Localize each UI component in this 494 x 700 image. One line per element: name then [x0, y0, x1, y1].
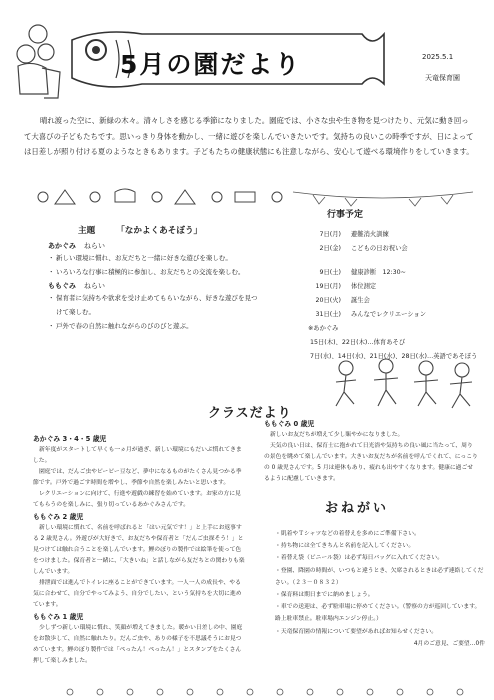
list-item: ・ 戸外で春の自然に触れながらのびのびと遊ぶ。 — [48, 319, 258, 333]
flower-border-decoration — [60, 686, 480, 698]
nursery-name: 天竜保育園 — [425, 74, 460, 82]
aims-list-momogumi — [48, 291, 258, 333]
event-row: 9日(土) 健康診断 12:30~ — [319, 269, 406, 276]
class-paragraph: 新しい環境に慣れて、名前を呼ばれると「はい元気です！」と上手にお返事する 2 歳児さん。外遊びが大好きで、お友だちや保育者と「だんご虫探そう！」と見つけては触れ合うことを楽しんでいます。鯉のぼりの製作では絵筆を使って色をつけました。保育者と一緒に、「大きいね」と話しながら友だちとの関わりも楽しんでいます。 — [33, 525, 245, 575]
events-list — [296, 228, 477, 364]
class-news-left-column — [33, 433, 245, 667]
class-heading: ももぐみ 2 歳児 — [33, 513, 84, 521]
theme-text: 「なかよくあそぼう」 — [116, 226, 203, 236]
class-paragraph: 天気の良い日は、保育士に抱かれて日光浴や気持ちの良い風に当たって、周りの景色を眺めて楽しんでいます。大きいお友だちが名前を呼んでくれて、にっこりの 0 歳児さんです。5 月は連休もあり、疲れも出やすくなります。健康に過ごせるように配慮していきます。 — [264, 443, 478, 482]
events-note-row: 7日(水)、14日(水)、21日(水)、28日(水)…英語であそぼう — [310, 353, 478, 360]
class-paragraph: 新年度がスタートして早くも一ヵ月が過ぎ、新しい環境にもだいぶ慣れてきました。 — [33, 447, 242, 464]
event-row: 20日(火) 誕生会 — [315, 297, 370, 304]
list-item: ・ いろいろな行事に積極的に参加し、お友だちとの交流を楽しむ。 — [48, 265, 258, 279]
page-title: 5月の園だより — [120, 50, 302, 79]
event-row: 2日(金) こどもの日お祝い会 — [319, 245, 408, 252]
event-row: 31日(土) みんなでレクリエーション — [315, 311, 427, 318]
class-news-title: クラスだより — [208, 406, 292, 421]
theme-label: 主題 — [78, 226, 96, 236]
group-name-momogumi: ももぐみ ねらい — [48, 282, 105, 290]
events-note-row: 15日(木)、22日(木)…体育あそび — [310, 339, 406, 346]
class-heading: ももぐみ 1 歳児 — [33, 613, 84, 621]
children-illustration — [12, 22, 67, 102]
class-heading: あかぐみ 3・4・5 歳児 — [33, 435, 107, 443]
request-item: ・肌着やＴシャツなどの着替えを多めにご準備下さい。 — [275, 531, 420, 537]
request-item: ・保育料は期日までに納めましょう。 — [275, 592, 374, 599]
events-note-label: ※あかぐみ — [308, 325, 339, 332]
event-row: 19日(月) 体位測定 — [315, 283, 377, 290]
theme-heading — [78, 224, 202, 236]
request-item: ・着替え袋（ビニール袋）は必ず毎日バッグに入れてください。 — [275, 555, 444, 562]
running-children-illustration — [326, 356, 476, 414]
request-item: ・車での送迎は、必ず駐車場に停めてください。（警察の方が巡回しています。路上駐車禁止。駐車場内エンジン停止。） — [275, 604, 481, 623]
requests-list — [275, 528, 485, 650]
event-row: 7日(月) 避難消火訓練 — [319, 231, 389, 238]
class-paragraph: レクリエーションに向けて、行進や遊戯の練習を始めています。お家の方に見てもらうのを楽しみに、張り切っているあかぐみさんです。 — [33, 491, 241, 508]
intro-paragraph: 晴れ渡った空に、新緑の木々。清々しさを感じる季節になりました。園庭では、小さな虫や生き物を見つけたり、元気に動き回って大喜びの子どもたちです。思いっきり身体を動かし、一緒に遊びを楽しんでいきたいです。気持ちの良いこの時季ですが、日によっては日差しが照り付ける夏のようなときもあります。子どもたちの健康状態にも注意しながら、安心して遊べる環境作りをしていきます。 — [24, 116, 474, 156]
list-item: ・ 新しい環境に慣れ、お友だちと一緒に好きな遊びを楽しむ。 — [48, 251, 258, 265]
class-paragraph: 新しいお友だちが増えて少し賑やかになりました。 — [270, 432, 404, 438]
class-paragraph: 園庭では、だんご虫やピーピー豆など、夢中になるものがたくさん見つかる季節です。戸外で過ごす時間を増やし、季節や自然を楽しみたいと思います。 — [33, 469, 242, 486]
group-name-akagumi: あかぐみ ねらい — [48, 242, 105, 250]
decoration-row — [35, 188, 285, 206]
request-item: ・天竜保育園の情報について要望があればお知らせください。 — [275, 628, 438, 635]
class-paragraph: 排泄面では進んでトイレに座ることができています。一人一人の成長や、やる気に合わせて、自分でやってみよう、自分でしたい、という気持ちを大切に進めています。 — [33, 580, 242, 608]
class-heading: ももぐみ 0 歳児 — [264, 420, 315, 428]
class-paragraph: 少しずつ新しい環境に慣れ、笑顔が増えてきました。暖かい日差しの中、園庭をお散歩して、自然に触れたり。だんご虫や、ありの様子を不思議そうにお見つめています。鯉のぼり製作では「ぺったん！ぺったん！」とスタンプをたくさん押して楽しみました。 — [33, 625, 243, 664]
events-title: 行事予定 — [327, 210, 364, 220]
aims-section — [48, 241, 258, 333]
event-row — [296, 256, 477, 266]
list-item: ・ 保育者に気持ちや欲求を受け止めてもらいながら、好きな遊びを見つけて楽しむ。 — [48, 291, 258, 319]
class-news-right-column — [264, 418, 478, 485]
bunting-decoration — [293, 190, 473, 206]
request-item: ・登園、降園の時間が、いつもと違うとき、欠席されるときは必ず連絡してください。（２３－０８３２） — [275, 567, 484, 586]
aims-list-akagumi — [48, 251, 258, 279]
requests-summary: 4月のご意見、ご要望…0件 — [413, 640, 485, 647]
request-item: ・持ち物には全てきちんと名前を記入してください。 — [275, 543, 415, 550]
requests-title: おねがい — [325, 501, 390, 516]
issue-date: 2025.5.1 — [422, 53, 454, 61]
